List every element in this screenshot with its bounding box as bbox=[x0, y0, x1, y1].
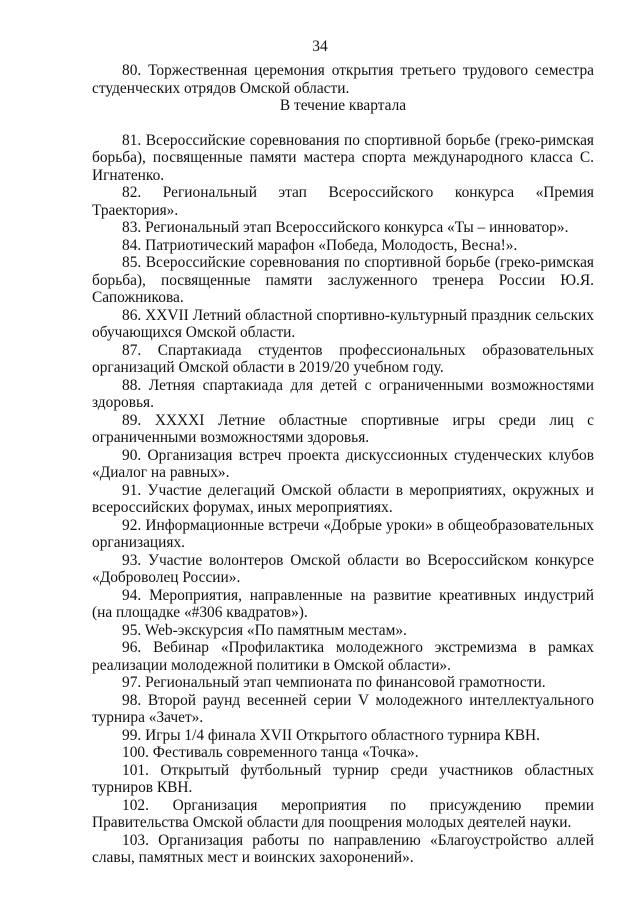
section-heading: В течение квартала bbox=[279, 97, 407, 114]
list-item: 97. Региональный этап чемпионата по финансовой грамотности. bbox=[122, 674, 546, 691]
list-item: 100. Фестиваль современного танца «Точка». bbox=[122, 744, 419, 761]
list-item: 92. Информационные встречи «Добрые уроки» в общеобразовательных организациях. bbox=[92, 516, 594, 551]
list-item: 85. Всероссийские соревнования по спортивной борьбе (греко-римская борьба), посвященные памяти заслуженного тренера России Ю.Я. Сапожникова. bbox=[92, 254, 594, 306]
list-item: 91. Участие делегаций Омской области в мероприятиях, окружных и всероссийских форумах, иных мероприятиях. bbox=[92, 481, 594, 516]
page-number: 34 bbox=[312, 38, 328, 55]
document-body bbox=[92, 62, 594, 867]
list-item: 95. Web-экскурсия «По памятным местам». bbox=[122, 621, 407, 639]
list-item: 102. Организация мероприятия по присуждению премии Правительства Омской области для поощрения молодых деятелей науки. bbox=[92, 796, 594, 831]
list-item: 94. Мероприятия, направленные на развитие креативных индустрий (на площадке «#306 квадратов»). bbox=[92, 586, 594, 621]
list-item: 103. Организация работы по направлению «Благоустройство аллей славы, памятных мест и воинских захоронений». bbox=[92, 831, 594, 866]
list-item: 99. Игры 1/4 финала XVII Открытого областного турнира КВН. bbox=[122, 726, 540, 744]
list-item: 96. Вебинар «Профилактика молодежного экстремизма в рамках реализации молодежной политики в Омской области». bbox=[92, 639, 594, 674]
list-item: 90. Организация встреч проекта дискуссионных студенческих клубов «Диалог на равных». bbox=[92, 446, 594, 481]
list-item: 101. Открытый футбольный турнир среди участников областных турниров КВН. bbox=[92, 761, 594, 796]
list-item: 86. XXVII Летний областной спортивно-культурный праздник сельских обучающихся Омской области. bbox=[92, 306, 594, 341]
list-item: 87. Спартакиада студентов профессиональных образовательных организаций Омской области в 2019/20 учебном году. bbox=[92, 341, 594, 376]
list-item: 83. Региональный этап Всероссийского конкурса «Ты – инноватор». bbox=[122, 219, 569, 236]
list-item: 88. Летняя спартакиада для детей с ограниченными возможностями здоровья. bbox=[92, 376, 594, 411]
list-item: 89. XXXXI Летние областные спортивные игры среди лиц с ограниченными возможностями здоровья. bbox=[92, 411, 594, 446]
list-item: 81. Всероссийские соревнования по спортивной борьбе (греко-римская борьба), посвященные памяти мастера спорта международного класса С. Игнатенко. bbox=[92, 131, 594, 184]
list-item: 82. Региональный этап Всероссийского конкурса «Премия Траектория». bbox=[92, 184, 594, 219]
spacer bbox=[92, 115, 594, 132]
list-item: 93. Участие волонтеров Омской области во Всероссийском конкурсе «Доброволец России». bbox=[92, 551, 594, 586]
numbered-list bbox=[92, 132, 594, 867]
list-item: 80. Торжественная церемония открытия третьего трудового семестра студенческих отрядов Омской области. bbox=[92, 62, 594, 97]
list-item: 84. Патриотический марафон «Победа, Молодость, Весна!». bbox=[122, 236, 518, 254]
list-item: 98. Второй раунд весенней серии V молодежного интеллектуального турнира «Зачет». bbox=[92, 691, 594, 726]
